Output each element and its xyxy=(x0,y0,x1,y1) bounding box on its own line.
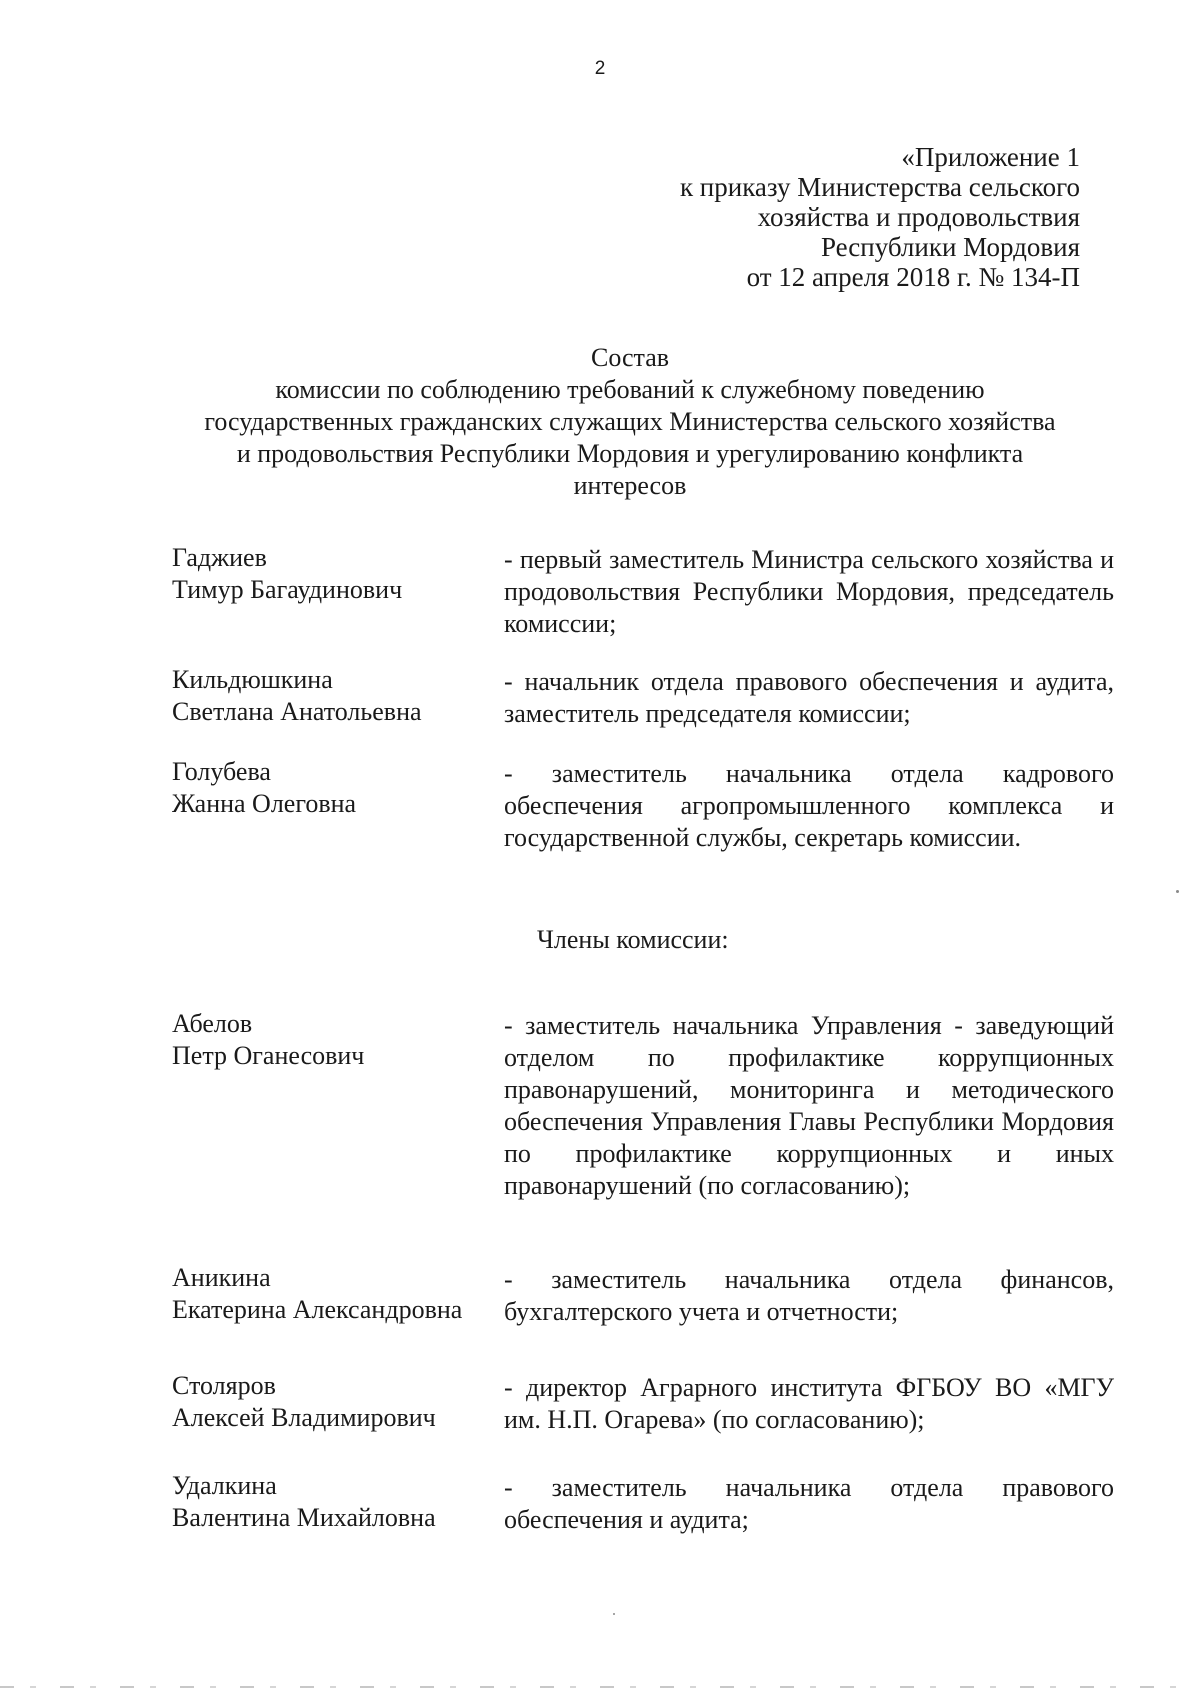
document-title xyxy=(140,342,1120,502)
surname: Гаджиев xyxy=(172,543,267,572)
person-name xyxy=(172,1262,502,1326)
appendix-line: хозяйства и продовольствия xyxy=(757,202,1080,232)
appendix-line: «Приложение 1 xyxy=(901,142,1080,172)
title-line: интересов xyxy=(573,471,687,500)
position-description: - заместитель начальника отдела кадрового обеспечения агропромышленного комплекса и государственной службы, секретарь комиссии. xyxy=(504,759,1114,852)
surname: Удалкина xyxy=(172,1471,277,1500)
surname: Голубева xyxy=(172,757,271,786)
appendix-line: к приказу Министерства сельского xyxy=(679,172,1080,202)
given-name: Тимур Багаудинович xyxy=(172,575,403,604)
given-name: Жанна Олеговна xyxy=(172,789,357,818)
title-heading: Состав xyxy=(590,343,670,372)
scan-speck xyxy=(1176,890,1179,893)
members-heading: Члены комиссии: xyxy=(537,925,729,954)
scan-speck xyxy=(613,1613,615,1615)
person-name xyxy=(172,1470,502,1534)
surname: Кильдюшкина xyxy=(172,665,333,694)
position-description: - заместитель начальника Управления - заведующий отделом по профилактике коррупционных правонарушений, мониторинга и методического обеспечения Управления Главы Республики Мордовия по профилактике коррупционных и иных правонарушений (по согласованию); xyxy=(504,1011,1114,1200)
appendix-header xyxy=(680,142,1080,292)
surname: Аникина xyxy=(172,1263,271,1292)
person-name xyxy=(172,756,502,820)
given-name: Екатерина Александровна xyxy=(172,1295,463,1324)
position-description: - начальник отдела правового обеспечения и аудита, заместитель председателя комиссии; xyxy=(504,667,1114,728)
given-name: Валентина Михайловна xyxy=(172,1503,436,1532)
given-name: Алексей Владимирович xyxy=(172,1403,436,1432)
person-name xyxy=(172,1008,502,1072)
given-name: Светлана Анатольевна xyxy=(172,697,422,726)
title-line: и продовольствия Республики Мордовия и урегулированию конфликта xyxy=(236,439,1024,468)
appendix-line: от 12 апреля 2018 г. № 134-П xyxy=(746,262,1080,292)
scan-noise-line xyxy=(0,1686,1200,1688)
title-line: комиссии по соблюдению требований к служебному поведению xyxy=(275,375,985,404)
page-number: 2 xyxy=(594,58,606,79)
person-name xyxy=(172,1370,502,1434)
surname: Абелов xyxy=(172,1009,253,1038)
position-description: - директор Аграрного института ФГБОУ ВО «МГУ им. Н.П. Огарева» (по согласованию); xyxy=(504,1373,1114,1434)
position-description: - заместитель начальника отдела правового обеспечения и аудита; xyxy=(504,1473,1114,1534)
position-description: - первый заместитель Министра сельского хозяйства и продовольствия Республики Мордовия, председатель комиссии; xyxy=(504,545,1114,638)
surname: Столяров xyxy=(172,1371,276,1400)
title-line: государственных гражданских служащих Министерства сельского хозяйства xyxy=(204,407,1056,436)
position-description: - заместитель начальника отдела финансов, бухгалтерского учета и отчетности; xyxy=(504,1265,1114,1326)
person-name xyxy=(172,542,502,606)
given-name: Петр Оганесович xyxy=(172,1041,365,1070)
appendix-line: Республики Мордовия xyxy=(820,232,1080,262)
person-name xyxy=(172,664,502,728)
